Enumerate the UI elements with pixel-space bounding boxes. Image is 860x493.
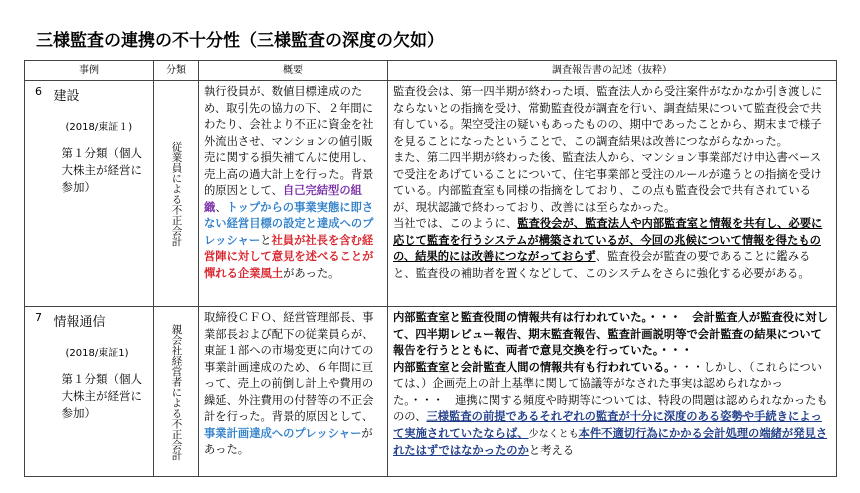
header-example: 事例 (25, 61, 154, 81)
report-bold-text: 内部監査室と監査役間の情報共有は行われていた。・・・ 会計監査人が監査役に対して、四半期レビュー報告、期末監査報告、監査計画説明等で会計監査の結果について報告を行うとともに、両者で意見交換を行っていた。・・・ (393, 311, 828, 357)
report-paragraph: 監査役会は、第一四半期が終わった頃、監査法人から受注案件がなかなか引き渡しにならないとの指摘を受け、常勤監査役が調査を行い、調査結果について監査役会で共有している。架空受注の疑いもあったものの、期中であったことから、期末まで様子を見ることになったということで、この調査結果は改善につながらなかった。 (393, 85, 823, 148)
analysis-table (24, 60, 837, 477)
overview-highlight-purple: 自己完結型の組織 (204, 184, 362, 214)
industry-name: 建設 (53, 89, 80, 104)
overview-text: と (260, 233, 272, 247)
category-cell (154, 307, 199, 477)
report-paragraph: また、第二四半期が終わった後、監査法人から、マンション事業部だけ申込書ベースで受注をあげていることについて、住宅事業部と受注のルールが違うとの指摘を受けている。内部監査室も同様の指摘をしており、この点も監査役会で共有されているが、現状認識で終わっており、改善には至らなかった。 (393, 151, 822, 214)
report-paragraph (393, 216, 831, 282)
report-text: ・・・しかし、（これらについては、）企画売上の計上基準に関して協議等がなされた事実は認められなかった。・・・ 連携に関する頻度や時期等については、特段の問題は認められなかったものの、 (393, 360, 828, 423)
report-text: 当社では、このように、 (393, 217, 518, 230)
overview-text: 取締役ＣＦＯ、経営管理部長、事業部長および配下の従業員らが、東証１部への市場変更に向けての事業計画達成のため、６年間に亘って、売上の前倒し計上や費用の繰延、外注費用の付替等の不正会計を行った。背景的原因として、 (204, 311, 374, 423)
overview-text: 、 (215, 200, 227, 214)
overview-highlight-blue: 事業計画達成へのプレッシャー (204, 426, 362, 440)
report-cell (388, 81, 837, 307)
overview-text: があった。 (283, 266, 340, 280)
report-cell (388, 307, 837, 477)
overview-highlight-red: 社員が社長を含む経営陣に対して意見を述べることが憚れる企業風土 (204, 233, 374, 280)
overview-text: 執行役員が、数値目標達成のため、取引先の協力の下、２年間にわたり、会社より不正に資金を社外流出させ、マンションの値引販売に関する損失補てんに使用し、売上高の過大計上を行った。背景的原因として、 (204, 85, 374, 197)
example-cell (50, 307, 154, 477)
report-bold-text: 内部監査室と会計監査人間の情報共有も行われている。 (393, 360, 670, 374)
category-label: 親会社経営者による不正会計 (170, 323, 183, 460)
table-row (25, 307, 837, 477)
industry-name: 情報通信 (53, 315, 106, 330)
classification-label: 第１分類（個人大株主が経営に参加） (61, 146, 142, 194)
overview-cell (199, 307, 388, 477)
page-title: 三様監査の連携の不十分性（三様監査の深度の欠如） (36, 31, 444, 51)
overview-text: があった。 (204, 426, 373, 456)
report-text: と考える (528, 444, 575, 457)
report-text: 少なくとも (528, 428, 579, 440)
header-report: 調査報告書の記述（抜粋） (388, 61, 837, 81)
header-row (25, 61, 837, 81)
header-overview: 概要 (199, 61, 388, 81)
table-row (25, 81, 837, 307)
category-label: 従業員による不正会計 (170, 141, 183, 246)
report-highlight: 監査役会が、監査法人や内部監査室と情報を共有し、必要に応じて監査を行うシステムが構築されているが、今回の兆候について情報を得たものの、結果的には改善につながっておらず (393, 217, 823, 263)
header-category: 分類 (154, 61, 199, 81)
report-highlight: 本件不適切行為にかかる会計処理の端緒が発見されたはずではなかったのか (393, 426, 828, 457)
example-cell (50, 81, 154, 307)
report-text: 、監査役会が監査の要であることに鑑みると、監査役の補助者を置くなどして、このシステムをさらに強化する必要がある。 (393, 250, 811, 280)
classification-label: 第１分類（個人大株主が経営に参加） (61, 372, 142, 420)
row-number: 6 (25, 81, 50, 307)
source-label: (2018/東証1) (65, 348, 129, 359)
overview-highlight-blue: トップからの事業実態に即さない経営目標の設定と達成へのプレッシャー (204, 200, 374, 247)
source-label: (2018/東証１) (65, 122, 133, 133)
report-highlight: 三様監査の前提であるそれぞれの監査が十分に深度のある姿勢や手続きによって実施されていたならば、 (393, 410, 822, 440)
category-cell (154, 81, 199, 307)
row-number: 7 (25, 307, 50, 477)
overview-cell (199, 81, 388, 307)
